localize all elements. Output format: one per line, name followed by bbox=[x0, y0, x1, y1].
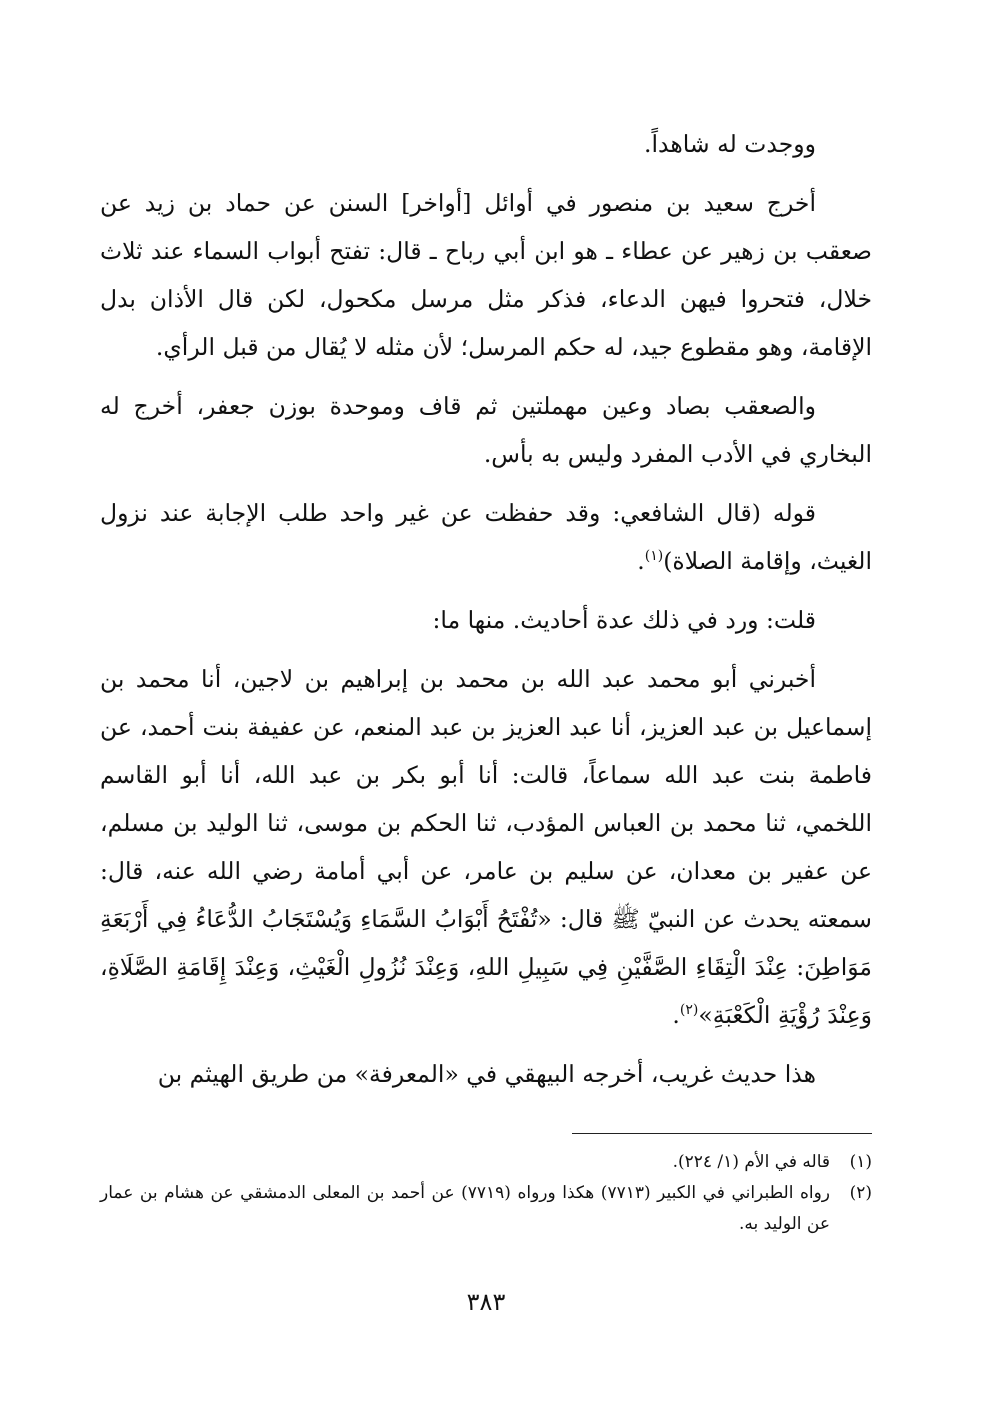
isnad-hadith-end: . bbox=[672, 1001, 680, 1029]
book-page bbox=[100, 0, 872, 1427]
paragraph-shafii-quote bbox=[100, 489, 872, 585]
footnote-ref-2: (٢) bbox=[679, 1002, 699, 1019]
shafii-quote-end: . bbox=[637, 547, 645, 575]
isnad-hadith-text: أخبرني أبو محمد عبد الله بن محمد بن إبراهيم بن لاجين، أنا محمد بن إسماعيل بن عبد العزيز، أنا عبد العزيز بن عبد المنعم، عن عفيفة بنت أحمد، عن فاطمة بنت عبد الله سماعاً، قالت: أنا أبو بكر بن عبد الله، أنا أبو القاسم اللخمي، ثنا محمد بن العباس المؤدب، ثنا الحكم بن موسى، ثنا الوليد بن مسلم، عن عفير بن معدان، عن سليم بن عامر، عن أبي أمامة رضي الله عنه، قال: سمعته يحدث عن النبيّ ﷺ قال: «تُفْتَحُ أَبْوَابُ السَّمَاءِ وَيُسْتَجَابُ الدُّعَاءُ فِي أَرْبَعَةِ مَوَاطِنَ: عِنْدَ الْتِقَاءِ الصَّفَّيْنِ فِي سَبِيلِ اللهِ، وَعِنْدَ نُزُولِ الْغَيْثِ، وَعِنْدَ إِقَامَةِ الصَّلَاةِ، وَعِنْدَ رُؤْيَةِ الْكَعْبَةِ» bbox=[100, 665, 872, 1029]
footnote-divider bbox=[572, 1133, 872, 1134]
footnote-ref-1: (١) bbox=[644, 548, 664, 565]
footnote-number: (١) bbox=[849, 1152, 872, 1172]
page-number: ٣٨٣ bbox=[466, 1288, 506, 1316]
footnote-text: رواه الطبراني في الكبير (٧٧١٣) هكذا ورواه (٧٧١٩) عن أحمد بن المعلى الدمشقي عن هشام بن عمار عن الوليد به. bbox=[100, 1183, 831, 1234]
footnote-2 bbox=[100, 1178, 872, 1240]
paragraph-hadith-intro: قلت: ورد في ذلك عدة أحاديث. منها ما: bbox=[432, 606, 816, 634]
paragraph-said-ibn-mansur: أخرج سعيد بن منصور في أوائل [أواخر] السنن عن حماد بن زيد عن صعقب بن زهير عن عطاء ـ هو ابن أبي رباح ـ قال: تفتح أبواب السماء عند ثلاث خلال، فتحروا فيهن الدعاء، فذكر مثل مرسل مكحول، لكن قال الأذان بدل الإقامة، وهو مقطوع جيد، له حكم المرسل؛ لأن مثله لا يُقال من قبل الرأي. bbox=[100, 189, 872, 361]
shafii-quote-text: قوله (قال الشافعي: وقد حفظت عن غير واحد طلب الإجابة عند نزول الغيث، وإقامة الصلاة) bbox=[100, 499, 872, 575]
paragraph-witness: ووجدت له شاهداً. bbox=[644, 130, 816, 158]
paragraph-saqab: والصعقب بصاد وعين مهملتين ثم قاف وموحدة بوزن جعفر، أخرج له البخاري في الأدب المفرد وليس به بأس. bbox=[100, 392, 872, 468]
footnote-number: (٢) bbox=[849, 1183, 872, 1203]
footnotes bbox=[100, 1147, 872, 1240]
main-text bbox=[100, 120, 872, 1109]
paragraph-gharib: هذا حديث غريب، أخرجه البيهقي في «المعرفة» من طريق الهيثم بن bbox=[157, 1060, 816, 1088]
footnote-1 bbox=[100, 1147, 872, 1178]
footnote-text: قاله في الأم (١/ ٢٢٤). bbox=[672, 1152, 830, 1172]
paragraph-isnad-hadith bbox=[100, 655, 872, 1039]
